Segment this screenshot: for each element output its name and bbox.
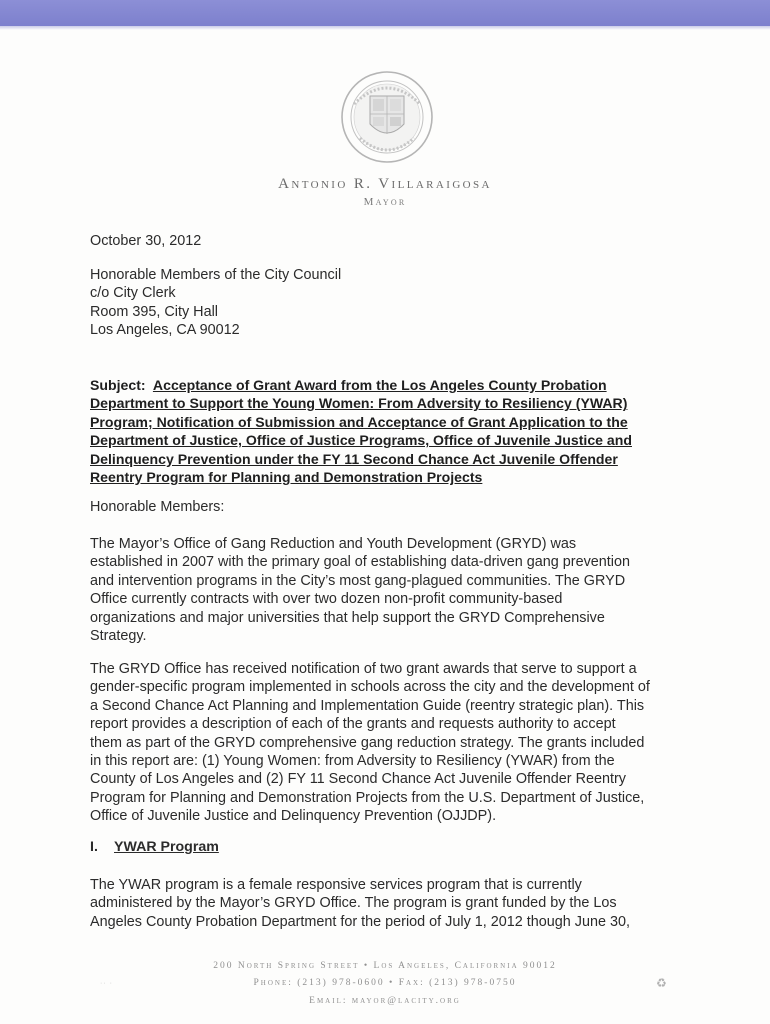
paragraph-line: administered by the Mayor’s GRYD Office. The program is grant funded by the Los — [90, 895, 617, 912]
paragraph-gryd-intro — [90, 535, 690, 645]
subject-text: Reentry Program for Planning and Demonstration Projects — [90, 469, 483, 486]
subject-text: Acceptance of Grant Award from the Los Angeles County Probation — [152, 377, 607, 393]
footer-address: 200 North Spring Street • Los Angeles, California 90012 — [213, 961, 557, 971]
address-line: Room 395, City Hall — [90, 303, 218, 320]
paragraph-line: The GRYD Office has received notification of two grant awards that serve to support a — [90, 661, 637, 677]
paragraph-line: The Mayor’s Office of Gang Reduction and Youth Development (GRYD) was — [90, 536, 577, 552]
address-line: Honorable Members of the City Council — [90, 267, 342, 283]
mayor-name: Antonio R. Villaraigosa — [278, 176, 492, 192]
paragraph-line: The YWAR program is a female responsive services program that is currently — [90, 877, 582, 893]
section-heading-ywar — [90, 838, 690, 856]
paragraph-ywar-program — [90, 876, 690, 931]
address-line: Los Angeles, CA 90012 — [90, 322, 240, 339]
subject-text: Department to Support the Young Women: From Adversity to Resiliency (YWAR) — [90, 395, 628, 412]
scan-top-bar — [0, 0, 770, 26]
paragraph-line: and intervention programs in the City’s most gang-plagued communities. The GRYD — [90, 572, 626, 589]
subject-line — [90, 376, 690, 394]
paragraph-line: Strategy. — [90, 628, 147, 645]
paragraph-line: Office of Juvenile Justice and Delinquency Prevention (OJJDP). — [90, 808, 497, 825]
subject-text: Delinquency Prevention under the FY 11 Second Chance Act Juvenile Offender — [90, 450, 618, 467]
paragraph-grant-awards — [90, 660, 690, 826]
subject-text: Program; Notification of Submission and Acceptance of Grant Application to the — [90, 413, 628, 430]
salutation: Honorable Members: — [90, 499, 225, 515]
paragraph-line: report provides a description of each of the grants and requests authority to accept — [90, 716, 616, 733]
footer-phone-fax: Phone: (213) 978-0600 • Fax: (213) 978-0750 — [253, 978, 517, 988]
footer-email: Email: mayor@lacity.org — [309, 996, 461, 1006]
subject-line — [90, 431, 690, 449]
paragraph-line: organizations and major universities that help support the GRYD Comprehensive — [90, 609, 605, 626]
subject-block — [90, 376, 690, 486]
city-seal-icon — [340, 70, 434, 164]
paragraph-line: gender-specific program implemented in schools across the city and the development of — [90, 679, 650, 696]
paragraph-line: a Second Chance Act Planning and Implementation Guide (reentry strategic plan). This — [90, 697, 645, 714]
scan-mark: ·· · — [100, 980, 113, 987]
paragraph-line: Angeles County Probation Department for the period of July 1, 2012 though June 30, — [90, 913, 631, 930]
paragraph-line: established in 2007 with the primary goal of establishing data-driven gang prevention — [90, 554, 630, 571]
recycle-icon: ♻ — [656, 976, 667, 990]
subject-text: Department of Justice, Office of Justice Programs, Office of Juvenile Justice and — [90, 432, 632, 449]
subject-line — [90, 450, 690, 468]
paragraph-line: them as part of the GRYD comprehensive gang reduction strategy. The grants included — [90, 734, 645, 751]
paragraph-line: in this report are: (1) Young Women: from Adversity to Resiliency (YWAR) from the — [90, 753, 615, 770]
subject-line — [90, 394, 690, 412]
section-title: YWAR Program — [114, 839, 219, 855]
recipient-address — [90, 266, 690, 340]
paragraph-line: Program for Planning and Demonstration Projects from the U.S. Department of Justice, — [90, 789, 645, 806]
paragraph-line: Office currently contracts with over two dozen non-profit community-based — [90, 591, 563, 608]
mayor-title: Mayor — [363, 196, 407, 208]
subject-label: Subject: — [90, 377, 146, 393]
letter-date: October 30, 2012 — [90, 233, 202, 249]
subject-line — [90, 468, 690, 486]
scan-top-bar-shadow — [0, 26, 770, 30]
section-number: I. — [90, 839, 98, 855]
subject-line — [90, 413, 690, 431]
paragraph-line: County of Los Angeles and (2) FY 11 Second Chance Act Juvenile Offender Reentry — [90, 771, 626, 788]
address-line: c/o City Clerk — [90, 285, 176, 302]
